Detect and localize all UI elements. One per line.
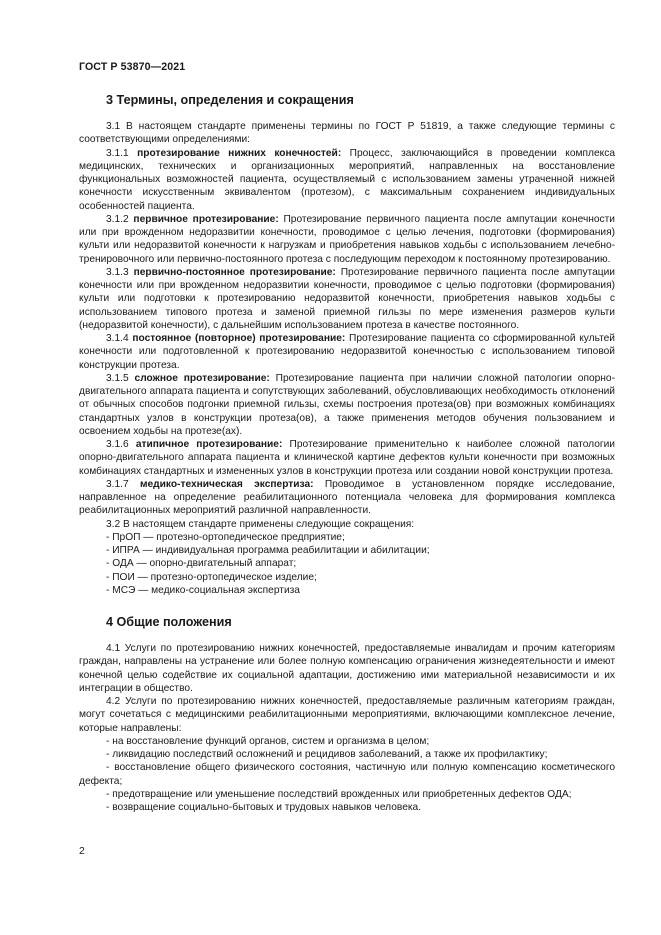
term-number: 3.1.2 (106, 213, 129, 225)
term-3-1-7 (79, 478, 615, 518)
list-item: - предотвращение или уменьшение последствий врожденных или приобретенных дефектов ОДА; (106, 788, 572, 800)
section-4-heading: 4 Общие положения (106, 615, 232, 629)
abbreviation-item: - ПрОП — протезно-ортопедическое предприятие; (106, 531, 345, 543)
list-item: - на восстановление функций органов, систем и организма в целом; (106, 735, 430, 747)
term-3-1-4 (79, 332, 615, 372)
term-definition: Процесс, заключающийся в проведении комплекса медицинских, технических и организационных мероприятий, направленных на восстановление функциональных возможностей пациента, осуществляемый с использованием замены утраченной нижней конечности искусственным эквивалентом (протезом), с максимальным сохранением индивидуальных особенностей пациента. (79, 147, 615, 212)
term-definition: Протезирование применительно к наиболее сложной патологии опорно-двигательного аппарата пациента и клинической картине дефектов культи конечности при возможных комбинациях стандартных и измененных узлов в конструкции протеза или создании новой конструкции протеза. (79, 439, 615, 477)
term-number: 3.1.7 (106, 478, 129, 490)
paragraph-3-1: 3.1 В настоящем стандарте применены термины по ГОСТ Р 51819, а также следующие термины с соответствующими определениями: (79, 121, 615, 146)
term-definition: Протезирование пациента со сформированной культей конечности или подготовленной к протезированию недоразвитой конечностью с использованием типовой конструкции протеза. (79, 333, 615, 371)
page-number: 2 (79, 846, 85, 857)
term-definition: Протезирование пациента при наличии сложной патологии опорно-двигательного аппарата пациента и сопутствующих заболеваний, обусловливающих необходимость отклонений от обычных способов подгонки приемной гильзы, схемы построения протеза(ов) при возможных комбинациях стандартных узлов в конструкции протеза(ов), а также применения методов обучения пользованием и освоением ходьбы на протезе(ах). (79, 372, 615, 437)
abbreviation-item: - ОДА — опорно-двигательный аппарат; (106, 558, 297, 570)
term-number: 3.1.3 (106, 266, 129, 278)
abbreviation-item: - ИПРА — индивидуальная программа реабилитации и абилитации; (106, 545, 430, 556)
term-title: первично-постоянное протезирование: (133, 266, 336, 278)
term-definition: Протезирование первичного пациента после ампутации конечности или при врожденном недоразвитии конечности, проводимое с целью лечения, подготовки (формирования) культи или недоразвитой конечности к нагрузкам и приобретения навыков ходьбы с использованием лечебно-тренировочного или первично-постоянного протеза с последующим переходом к постоянному протезированию. (79, 213, 615, 265)
page-content (79, 92, 615, 814)
section-3-heading: 3 Термины, определения и сокращения (106, 93, 354, 107)
document-header: ГОСТ Р 53870—2021 (79, 61, 186, 73)
term-3-1-1 (79, 147, 615, 213)
list-item: - ликвидацию последствий осложнений и рецидивов заболеваний, а также их профилактику; (106, 749, 548, 760)
term-3-1-5 (79, 372, 615, 438)
paragraph-4-2: 4.2 Услуги по протезированию нижних конечностей, предоставляемые различным категориям граждан, могут сочетаться с медицинскими реабилитационными мероприятиями, включающими комплексное лечение, которые направлены: (79, 696, 615, 734)
list-item: - восстановление общего физического состояния, частичную или полную компенсацию косметического дефекта; (79, 762, 615, 787)
term-number: 3.1.4 (106, 333, 129, 344)
term-number: 3.1.5 (106, 372, 129, 384)
term-title: сложное протезирование: (134, 372, 270, 384)
term-title: медико-техническая экспертиза: (139, 478, 314, 490)
term-definition: Протезирование первичного пациента после ампутации конечности или при врожденном недоразвитии конечности, проводимое с целью подготовки (формирования) культи или подготовки к протезированию недоразвитой конечности, приобретения навыков ходьбы с использованием типового протеза и заменой приемной гильзы по мере изменения размеров культи (недоразвитой конечности), с дальнейшим использованием протеза в качестве постоянного. (79, 266, 615, 331)
list-item: - возвращение социально-бытовых и трудовых навыков человека. (106, 802, 422, 813)
term-title: первичное протезирование: (133, 213, 279, 225)
term-title: постоянное (повторное) протезирование: (132, 333, 346, 344)
term-number: 3.1.1 (106, 147, 129, 159)
term-title: атипичное протезирование: (135, 439, 283, 450)
term-3-1-2 (79, 213, 615, 266)
term-title: протезирование нижних конечностей: (137, 147, 342, 159)
abbreviation-item: - ПОИ — протезно-ортопедическое изделие; (106, 571, 317, 583)
term-definition: Проводимое в установленном порядке исследование, направленное на определение реабилитационного потенциала человека для формирования комплекса реабилитационных мероприятий различной направленности. (79, 478, 615, 517)
paragraph-4-1: 4.1 Услуги по протезированию нижних конечностей, предоставляемые инвалидам и прочим категориям граждан, направлены на устранение или более полную компенсацию ограничения жизнедеятельности и имеют конечной целью содействие их социальной адаптации, достижению ими материальной независимости и их интеграции в общество. (79, 643, 615, 694)
paragraph-3-2: 3.2 В настоящем стандарте применены следующие сокращения: (106, 518, 415, 530)
term-3-1-6 (79, 438, 615, 478)
term-number: 3.1.6 (106, 439, 129, 450)
term-3-1-3 (79, 266, 615, 332)
abbreviation-item: - МСЭ — медико-социальная экспертиза (106, 584, 300, 596)
